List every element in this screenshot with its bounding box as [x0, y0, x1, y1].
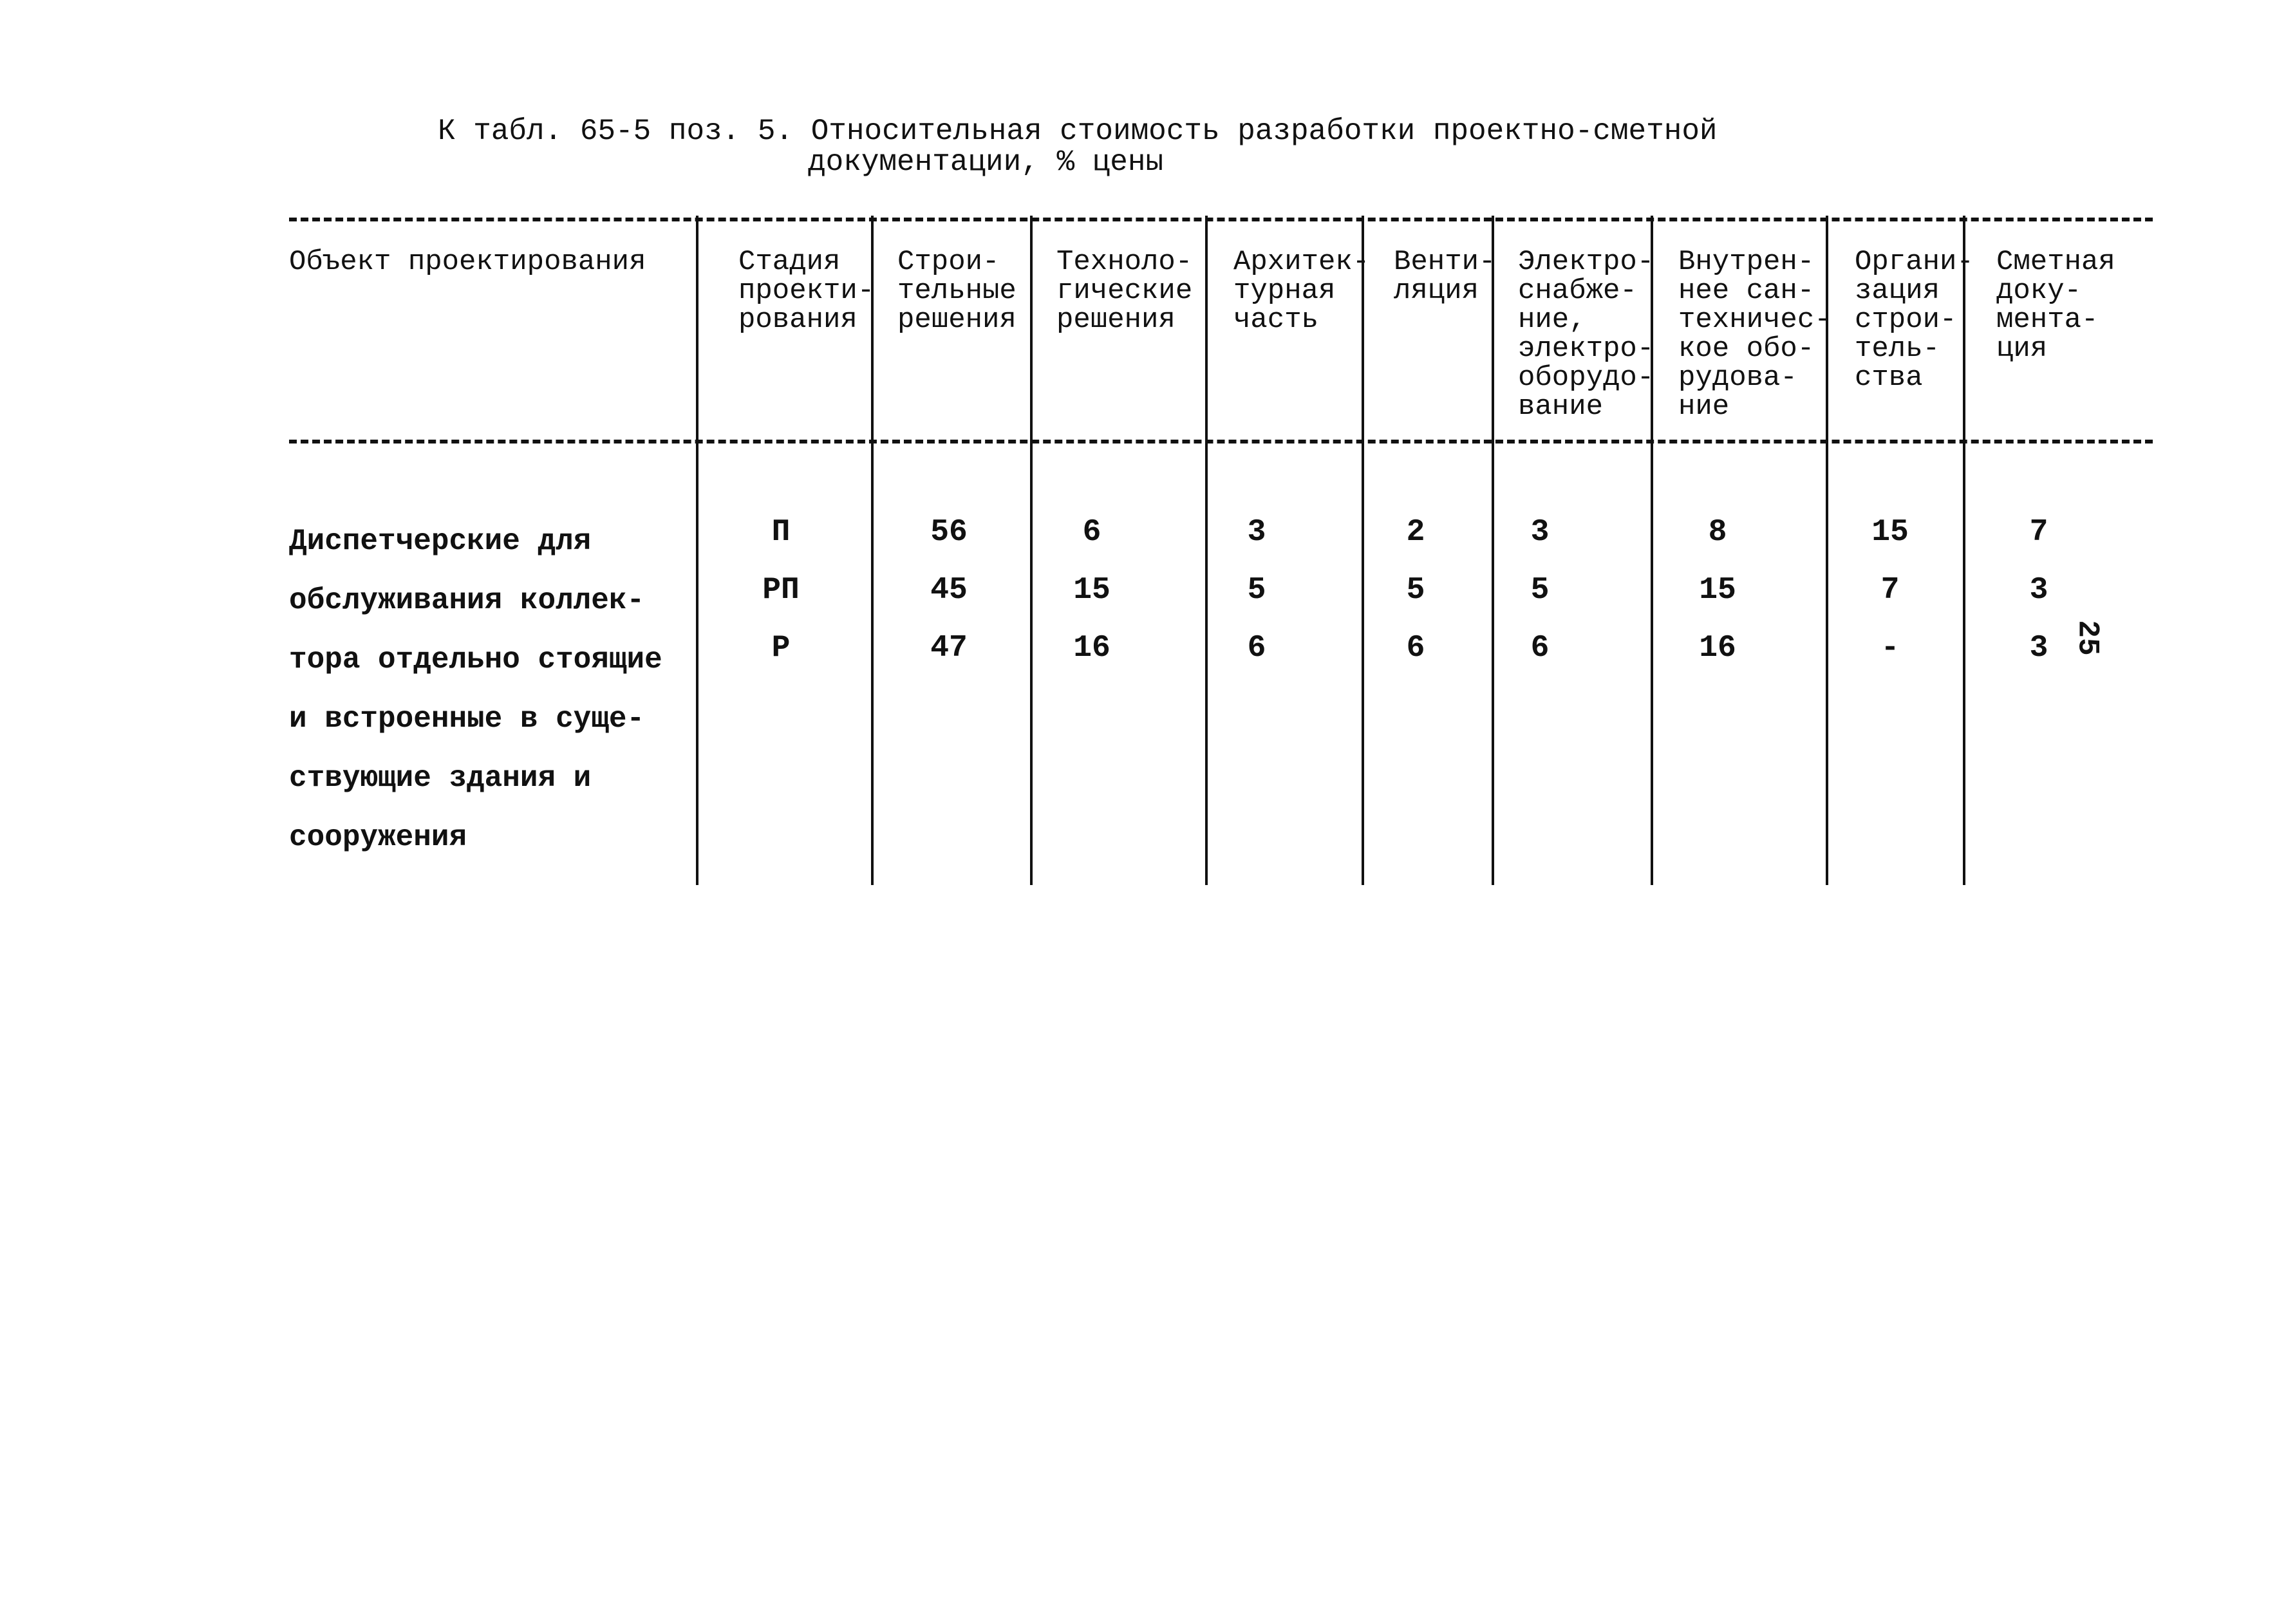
table-cell: П	[771, 515, 791, 550]
column-header: Органи- зация строи- тель- ства	[1855, 246, 1974, 394]
table-cell: 15	[1699, 573, 1736, 608]
table-cell: 15	[1073, 573, 1110, 608]
column-header: Сметная доку- мента- ция	[1996, 246, 2115, 365]
table-cell: 15	[1871, 515, 1909, 550]
table-cell: 8	[1708, 515, 1727, 550]
table-cell: 3	[2029, 573, 2048, 608]
table-cell: 16	[1073, 631, 1110, 666]
table-cell: 3	[2029, 631, 2048, 666]
table-cell: 7	[2029, 515, 2048, 550]
object-name: Диспетчерские для обслуживания коллек- тора отдельно стоящие и встроенные в суще- ствующие здания и сооружения	[289, 525, 662, 854]
table-title-line1: К табл. 65-5 поз. 5. Относительная стоимость разработки проектно-сметной	[438, 115, 1718, 148]
table-cell: Р	[771, 631, 791, 666]
column-header: Электро- снабже- ние, электро- оборудо- вание	[1518, 246, 1654, 423]
table-cell: 2	[1406, 515, 1425, 550]
column-header: Объект проектирования	[289, 246, 646, 278]
table-cell: РП	[762, 573, 800, 608]
table-cell: 47	[930, 631, 968, 666]
column-header: Строи- тельные решения	[897, 246, 1017, 336]
table-cell: 5	[1247, 573, 1266, 608]
header-bottom-divider	[289, 440, 2153, 443]
table-cell: 3	[1530, 515, 1550, 550]
column-header: Стадия проекти- рования	[738, 246, 875, 336]
table-cell: 3	[1247, 515, 1266, 550]
column-divider	[1492, 216, 1494, 885]
header-top-divider	[289, 218, 2153, 221]
column-header: Техноло- гические решения	[1056, 246, 1193, 336]
page-number: 25	[2070, 620, 2104, 656]
column-divider	[696, 216, 698, 885]
table-cell: 7	[1880, 573, 1900, 608]
column-divider	[1030, 216, 1033, 885]
column-header: Венти- ляция	[1394, 246, 1496, 307]
table-cell: 6	[1406, 631, 1425, 666]
table-cell: 16	[1699, 631, 1736, 666]
table-cell: 6	[1082, 515, 1101, 550]
table-cell: 6	[1247, 631, 1266, 666]
table-cell: 5	[1530, 573, 1550, 608]
column-header: Внутрен- нее сан- техничес- кое обо- рудова- ние	[1678, 246, 1832, 423]
table-cell: 56	[930, 515, 968, 550]
table-cell: -	[1880, 631, 1900, 666]
table-cell: 6	[1530, 631, 1550, 666]
table-title-line2: документации, % цены	[808, 145, 1164, 179]
table-cell: 45	[930, 573, 968, 608]
table-cell: 5	[1406, 573, 1425, 608]
column-divider	[1205, 216, 1208, 885]
column-header: Архитек- турная часть	[1233, 246, 1370, 336]
